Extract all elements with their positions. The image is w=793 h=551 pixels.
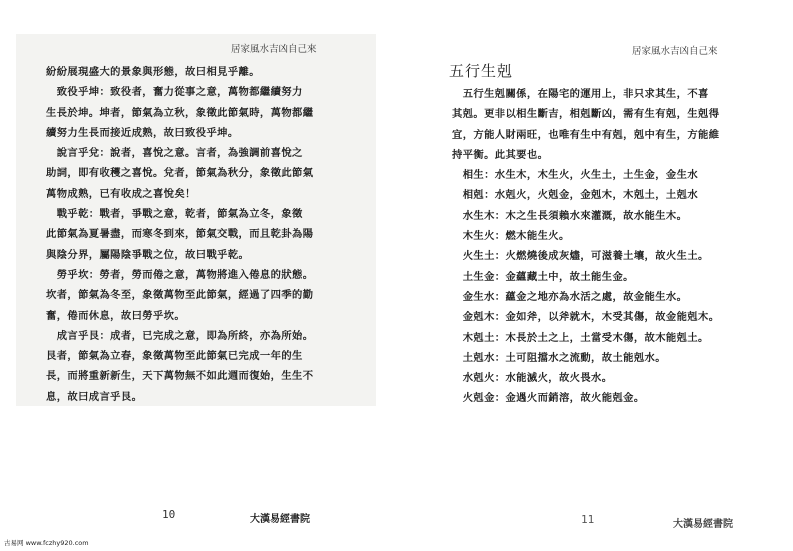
- text-line: 火剋金：金遇火而銷溶，故火能剋金。: [452, 392, 645, 405]
- left-publisher: 大漢易經書院: [250, 514, 310, 525]
- right-page-number: 11: [581, 513, 595, 526]
- text-line: 萬物成熟，已有收成之喜悅矣！: [46, 187, 196, 200]
- left-body-text: [46, 62, 313, 407]
- text-line: 宜，方能人財兩旺，也唯有生中有剋，剋中有生，方能維: [452, 128, 720, 141]
- text-line: 勞乎坎：勞者，勞而倦之意，萬物將進入倦息的狀態。: [46, 268, 314, 281]
- text-line: 續努力生長而接近成熟，故曰致役乎坤。: [46, 126, 239, 139]
- text-line: 水生木：木之生長須賴水來灌溉，故水能生木。: [452, 209, 688, 222]
- text-line: 金剋木：金如斧，以斧就木，木受其傷，故金能剋木。: [452, 311, 720, 324]
- text-line: 息，故曰成言乎艮。: [46, 390, 143, 403]
- site-watermark[interactable]: 古易网 www.fczhy920.com: [4, 539, 89, 547]
- section-title: 五行生剋: [449, 62, 514, 80]
- text-line: 助詞，即有收穫之喜悅。兌者，節氣為秋分，象徵此節氣: [46, 167, 314, 180]
- text-line: 坎者，節氣為冬至，象徵萬物至此節氣，經過了四季的勤: [46, 289, 314, 302]
- text-line: 艮者，節氣為立春，象徵萬物至此節氣已完成一年的生: [46, 350, 303, 363]
- text-line: 此節氣為夏暑盡，而寒冬到來，節氣交戰，而且乾卦為陽: [46, 228, 314, 241]
- text-line: 持平衡。此其要也。: [452, 148, 549, 161]
- left-page: [0, 0, 392, 551]
- text-line: 水剋火：水能滅火，故火畏水。: [452, 372, 613, 385]
- text-line: 致役乎坤：致役者，奮力從事之意，萬物都繼續努力: [46, 86, 303, 99]
- text-line: 土剋水：土可阻擋水之流動，故土能剋水。: [452, 351, 666, 364]
- text-line: 木生火：燃木能生火。: [452, 230, 570, 243]
- right-body-text: [452, 84, 719, 409]
- text-line: 火生土：火燃燒後成灰燼，可滋養土壤，故火生土。: [452, 250, 709, 263]
- text-line: 與陰分界，屬陽陰爭戰之位，故曰戰乎乾。: [46, 248, 250, 261]
- text-line: 金生水：蘊金之地亦為水活之處，故金能生水。: [452, 290, 688, 303]
- text-line: 木剋土：木長於土之上，土當受木傷，故木能剋土。: [452, 331, 709, 344]
- text-line: 生長於坤。坤者，節氣為立秋，象徵此節氣時，萬物都繼: [46, 106, 314, 119]
- text-line: 土生金：金蘊藏土中，故土能生金。: [452, 270, 634, 283]
- text-line: 長，而將重新新生，天下萬物無不如此週而復始，生生不: [46, 370, 314, 383]
- left-running-header: 居家風水吉凶自己來: [231, 44, 317, 55]
- text-line: 五行生剋關係，在陽宅的運用上，非只求其生，不喜: [452, 88, 709, 100]
- text-line: 說言乎兌：說者，喜悅之意。言者，為強調前喜悅之: [46, 147, 303, 160]
- text-line: 紛紛展現盛大的景象與形態，故曰相見乎離。: [46, 66, 260, 78]
- text-line: 相剋：水剋火，火剋金，金剋木，木剋土，土剋水: [452, 189, 699, 202]
- text-line: 成言乎艮：成者，已完成之意，即為所終，亦為所始。: [46, 329, 314, 342]
- text-line: 奮，倦而休息，故曰勞乎坎。: [46, 309, 186, 322]
- right-publisher: 大漢易經書院: [673, 519, 733, 530]
- text-line: 其剋。更非以相生斷吉，相剋斷凶，需有生有剋，生剋得: [452, 108, 720, 121]
- text-line: 相生：水生木，木生火，火生土，土生金，金生水: [452, 169, 699, 182]
- text-line: 戰乎乾：戰者，爭戰之意，乾者，節氣為立冬，象徵: [46, 208, 303, 221]
- right-running-header: 居家風水吉凶自己來: [632, 46, 718, 57]
- left-page-number: 10: [162, 508, 176, 521]
